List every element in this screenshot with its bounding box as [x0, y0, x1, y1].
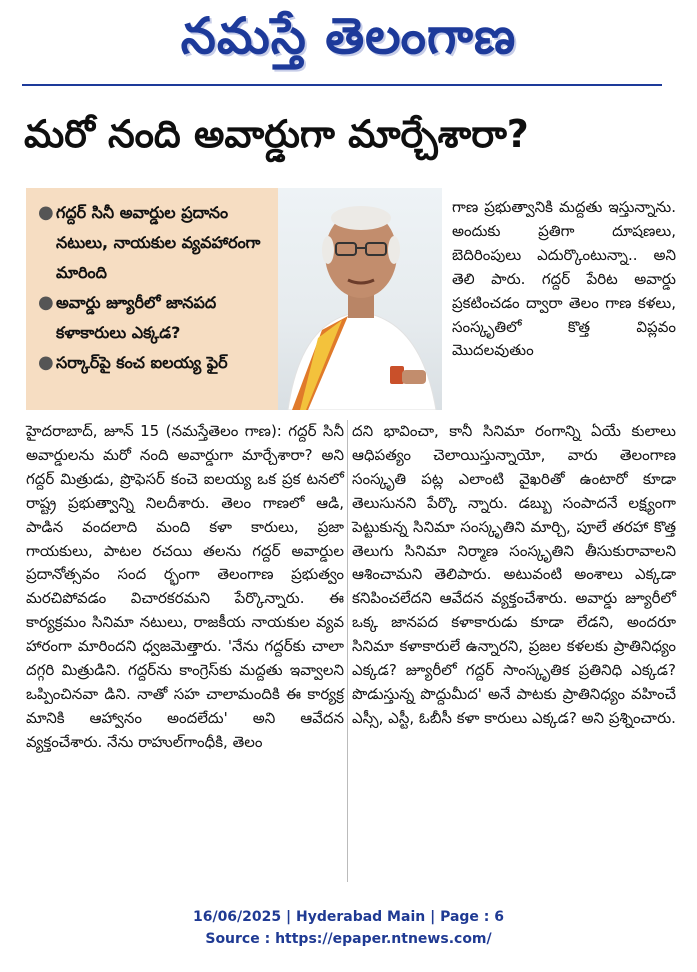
- bullet-icon: ●: [38, 292, 54, 313]
- footer-source-link[interactable]: Source : https://epaper.ntnews.com/: [205, 931, 492, 947]
- highlights-list: [34, 198, 270, 378]
- highlight-item: [34, 348, 270, 378]
- highlight-text: సర్కార్‌పై కంచ ఐలయ్య ఫైర్: [56, 353, 228, 372]
- article-body-right-top: గాణ ప్రభుత్వానికి మద్దతు ఇస్తున్నాను. అందుకు ప్రతిగా దూషణలు, బెదిరింపులు ఎదుర్కొంటున్నా.. అని తెలి పారు. గద్దర్ పేరిట అవార్డు ప్రకటించడం ద్వారా తెలం గాణ కళలు, సంస్కృతిలో కొత్త విప్లవం మొదలవుతుం: [452, 198, 676, 360]
- page-footer: [0, 906, 697, 950]
- highlight-item: [34, 198, 270, 288]
- highlights-box: [26, 188, 278, 410]
- article-body-right-bottom: దని భావించా, కానీ సినిమా రంగాన్ని ఏయే కులాలు ఆధిపత్యం చెలాయిస్తున్నాయో, వారు తెలంగాణ సంస్కృతి పట్ల ఎలాంటి వైఖరితో ఉంటారో కూడా తెలుసునని పేర్కొ న్నారు. డబ్బు సంపాదనే లక్ష్యంగా పెట్టుకున్న సినిమా సంస్కృతిని మార్చి, పూలే తరహా కొత్త తెలుగు సినిమా నిర్మాణ సంస్కృతిని తీసుకురావాలని ఆశించామని తెలిపారు. అటువంటి అంశాలు ఎక్కడా కనిపించలేదని ఆవేదన వ్యక్తంచేశారు. అవార్డు జ్యూరీలో ఒక్క జానపద కళాకారుడు కూడా లేడని, అందరూ సినిమా కళాకారులే ఉన్నారని, ప్రజల కళలకు ప్రాతినిధ్యం ఎక్కడ? జ్యూరీలో గద్దర్ సాంస్కృతిక ప్రతినిధి ఎక్కడ? పొడుస్తున్న పొద్దుమీద' అనే పాటకు ప్రాతినిధ్యం వహించే ఎస్సీ, ఎస్టీ, ఓబీసీ కళా కారులు ఎక్కడ? అని ప్రశ్నించారు.: [352, 422, 676, 727]
- highlight-text: గద్దర్ సినీ అవార్డుల ప్రదానం నటులు, నాయకుల వ్యవహారంగా మారింది: [56, 203, 261, 282]
- masthead-title: నమస్తే తెలంగాణ: [180, 6, 517, 65]
- bullet-icon: ●: [38, 352, 54, 373]
- portrait-icon: [278, 188, 442, 410]
- article-body-left: హైదరాబాద్, జూన్ 15 (నమస్తేతెలం గాణ): గద్దర్ సినీ అవార్డులను మరో నంది అవార్డుగా మార్చేశారా? అని గద్దర్ మిత్రుడు, ప్రొఫెసర్ కంచె ఐలయ్య ఒక ప్రక టనలో రాష్ట్ర ప్రభుత్వాన్ని నిలదీశారు. తెలం గాణలో ఆడి, పాడిన వందలాది మంది కళా కారులు, ప్రజా గాయకులు, పాటల రచయి తలను గద్దర్ అవార్డుల ప్రదానోత్సవం సంద ర్భంగా తెలంగాణ ప్రభుత్వం మరచిపోవడం విచారకరమని పేర్కొన్నారు. ఈ కార్యక్రమం సినిమా నటులు, రాజకీయ నాయకుల వ్యవ హారంగా మారిందని ధ్వజమెత్తారు. 'నేను గద్దర్‌కు చాలా దగ్గరి మిత్రుడిని. గద్దర్‌ను కాంగ్రెస్‌కు మద్దతు ఇవ్వాలని ఒప్పించినవా డిని. నాతో సహ చాలామందికి ఈ కార్యక్ర మానికి ఆహ్వానం అందలేదు' అని ఆవేదన వ్యక్తంచేశారు. నేను రాహుల్‌గాంధీకి, తెలం: [26, 422, 344, 751]
- portrait-photo: [278, 188, 442, 410]
- column-divider: [347, 420, 348, 882]
- highlight-item: [34, 288, 270, 348]
- bullet-icon: ●: [38, 202, 54, 223]
- article-headline: మరో నంది అవార్డుగా మార్చేశారా?: [24, 112, 529, 156]
- footer-date-edition: 16/06/2025 | Hyderabad Main | Page : 6: [192, 909, 505, 925]
- masthead-divider: [22, 84, 662, 86]
- highlight-text: అవార్డు జ్యూరీలో జానపద కళాకారులు ఎక్కడ?: [56, 293, 217, 342]
